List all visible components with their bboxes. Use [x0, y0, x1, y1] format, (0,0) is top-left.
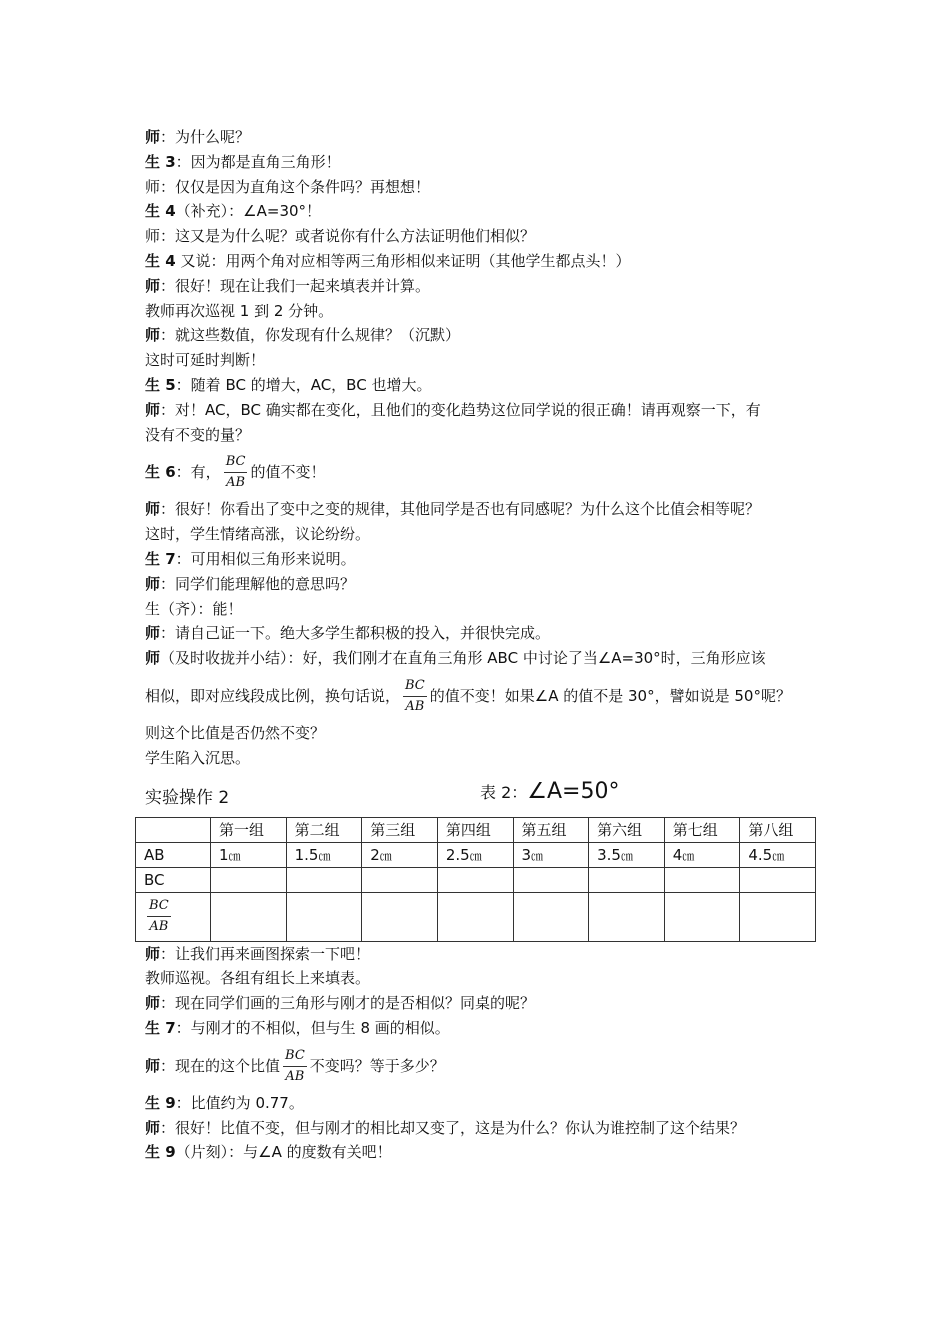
line-text: ：随着 BC 的增大，AC，BC 也增大。 [175, 375, 432, 394]
fraction-bc-ab [283, 1048, 307, 1085]
dialogue-line [145, 621, 820, 646]
speaker: 师 [145, 624, 161, 643]
unit-cm: ㎝ [531, 848, 544, 863]
dialogue-section-mid [145, 497, 820, 671]
fraction-denominator: AB [226, 475, 246, 491]
table-header-cell: 第五组 [513, 817, 589, 842]
table-cell-bc-empty [286, 867, 362, 892]
ab-value: 4.5 [748, 845, 773, 864]
table-cell-bc-empty [664, 867, 740, 892]
unit-cm: ㎝ [772, 848, 785, 863]
fraction-numerator: BC [225, 454, 246, 470]
ab-value: 2 [370, 845, 380, 864]
table-cell-ab [664, 842, 740, 867]
ab-value: 1 [219, 845, 229, 864]
dialogue-section-mid2 [145, 721, 820, 771]
table-cell-ratio-empty [437, 892, 513, 941]
dialogue-section-top [145, 125, 820, 447]
speaker: 生 5 [145, 375, 176, 394]
dialogue-section-end [145, 1091, 820, 1165]
line-text: ：很好！比值不变，但与刚才的相比却又变了，这是为什么？你认为谁控制了这个结果？ [160, 1118, 746, 1137]
table-header-cell: 第三组 [362, 817, 438, 842]
line-text: ：让我们再来画图探索一下吧！ [160, 944, 371, 963]
dialogue-line [145, 323, 820, 348]
fraction-denominator: AB [149, 919, 169, 935]
line-text: 学生陷入沉思。 [145, 748, 251, 767]
fraction-denominator: AB [405, 698, 425, 714]
table-cell-ab [362, 842, 438, 867]
teacher-question-line [145, 1041, 820, 1091]
dialogue-line [145, 199, 820, 224]
table-cell-ab [589, 842, 665, 867]
dialogue-line [145, 373, 820, 398]
experiment-title: 实验操作 2 [145, 787, 230, 808]
line-text: ：可用相似三角形来说明。 [175, 549, 356, 568]
fraction-bc-ab [147, 898, 171, 935]
line-text: 没有不变的量？ [145, 425, 251, 444]
dialogue-line [145, 646, 820, 671]
unit-cm: ㎝ [379, 848, 392, 863]
row-label-ratio [136, 892, 211, 941]
table-cell-bc-empty [437, 867, 513, 892]
table-cell-bc-empty [211, 867, 287, 892]
dialogue-section-bottom [145, 942, 820, 1041]
dialogue-line [145, 224, 820, 249]
dialogue-line [145, 966, 820, 991]
ab-value: 2.5 [445, 845, 470, 864]
line-text: ：请自己证一下。绝大多学生都积极的投入，并很快完成。 [160, 624, 551, 643]
line-text: 又说：用两个角对应相等两三角形相似来证明（其他学生都点头！） [175, 251, 631, 270]
table-header-cell: 第一组 [211, 817, 287, 842]
line-text: （补充）：∠A=30°！ [175, 202, 322, 221]
dialogue-line [145, 572, 820, 597]
table-cell-bc-empty [362, 867, 438, 892]
line-text: 教师再次巡视 1 到 2 分钟。 [145, 301, 334, 320]
table-cell-ab [286, 842, 362, 867]
unit-cm: ㎝ [228, 848, 241, 863]
speaker: 师 [145, 326, 161, 345]
line-text: （片刻）：与∠A 的度数有关吧！ [175, 1143, 392, 1162]
table-cell-ab [211, 842, 287, 867]
line-text: ：现在同学们画的三角形与刚才的是否相似？同桌的呢？ [160, 994, 536, 1013]
dialogue-line [145, 721, 820, 746]
table-header-cell: 第八组 [740, 817, 816, 842]
speaker: 生 3 [145, 152, 176, 171]
table-caption: 表 2：∠A=50° [480, 778, 620, 804]
table-cell-ratio-empty [664, 892, 740, 941]
dialogue-line [145, 175, 820, 200]
fraction-bc-ab [224, 454, 248, 491]
fraction-bc-ab [403, 678, 427, 715]
text: 的值不变！ [250, 463, 326, 482]
unit-cm: ㎝ [318, 848, 331, 863]
speaker: 生 4 [145, 202, 176, 221]
text: ：现在的这个比值 [160, 1056, 281, 1075]
table-cell-ratio-empty [740, 892, 816, 941]
ab-value: 3.5 [597, 845, 621, 864]
dialogue-line [145, 249, 820, 274]
dialogue-line [145, 497, 820, 522]
dialogue-line [145, 150, 820, 175]
table-cell-ratio-empty [286, 892, 362, 941]
dialogue-line [145, 398, 820, 423]
fraction-numerator: BC [149, 898, 169, 914]
dialogue-line [145, 522, 820, 547]
table-header-cell: 第六组 [589, 817, 665, 842]
angle-label: ∠A=50° [527, 778, 620, 804]
table-cell-ratio-empty [362, 892, 438, 941]
line-text: 师：这又是为什么呢？或者说你有什么方法证明他们相似？ [145, 227, 536, 246]
row-label-bc: BC [136, 867, 211, 892]
text: ：有， [175, 463, 221, 482]
unit-cm: ㎝ [620, 848, 633, 863]
dialogue-line [145, 1116, 820, 1141]
line-text: （及时收拢并小结）：好，我们刚才在直角三角形 ABC 中讨论了当∠A=30°时，三角形应该 [160, 649, 766, 668]
ab-value: 3 [521, 845, 532, 864]
line-text: 这时，学生情绪高涨，议论纷纷。 [145, 525, 371, 544]
unit-cm: ㎝ [469, 848, 482, 863]
line-text: ：与刚才的不相似，但与生 8 画的相似。 [175, 1018, 450, 1037]
speaker: 师 [145, 1118, 161, 1137]
table-cell-bc-empty [740, 867, 816, 892]
speaker: 师 [145, 400, 161, 419]
speaker: 师 [145, 574, 161, 593]
experiment-heading [145, 773, 820, 817]
speaker: 师 [145, 128, 161, 146]
text: 相似，即对应线段成比例，换句话说， [145, 686, 401, 705]
speaker: 生 9 [145, 1143, 176, 1162]
dialogue-line [145, 942, 820, 967]
speaker: 生 6 [145, 463, 176, 482]
line-text: 生（齐）：能！ [145, 599, 243, 618]
line-text: ：很好！你看出了变中之变的规律，其他同学是否也有同感呢？为什么这个比值会相等呢？ [160, 500, 761, 519]
dialogue-line [145, 991, 820, 1016]
fraction-numerator: BC [285, 1047, 305, 1063]
line-text: ：对！AC，BC 确实都在变化，且他们的变化趋势这位同学说的很正确！请再观察一下，有 [160, 400, 761, 419]
table-cell-ab [740, 842, 816, 867]
dialogue-line [145, 125, 820, 150]
dialogue-line [145, 547, 820, 572]
dialogue-line [145, 1140, 820, 1165]
speaker: 生 9 [145, 1093, 176, 1112]
line-text: ：比值约为 0.77。 [175, 1093, 304, 1112]
line-text: ：因为都是直角三角形！ [175, 152, 341, 171]
speaker: 师 [145, 276, 161, 295]
table-header-cell: 第四组 [437, 817, 513, 842]
dialogue-line [145, 1016, 820, 1041]
speaker: 生 7 [145, 549, 176, 568]
document-page [145, 125, 820, 1165]
table-header-cell [136, 817, 211, 842]
dialogue-line [145, 1091, 820, 1116]
line-text: 师：仅仅是因为直角这个条件吗？再想想！ [145, 177, 431, 196]
line-text: ：很好！现在让我们一起来填表并计算。 [160, 276, 431, 295]
line-text: 这时可延时判断！ [145, 351, 266, 370]
speaker: 师 [145, 500, 161, 519]
table-cell-ab [437, 842, 513, 867]
table-row-bc [136, 867, 816, 892]
student6-line [145, 447, 820, 497]
line-text: ：同学们能理解他的意思吗？ [160, 574, 356, 593]
table-row-ratio [136, 892, 816, 941]
dialogue-line [145, 348, 820, 373]
text: 的值不变！如果∠A 的值不是 30°，譬如说是 50°呢？ [429, 686, 791, 705]
table-cell-ab [513, 842, 589, 867]
row-label-ab: AB [136, 842, 211, 867]
table-row-ab [136, 842, 816, 867]
speaker: 师 [145, 1056, 161, 1075]
experiment-table [135, 817, 816, 942]
dialogue-line [145, 746, 820, 771]
text: 不变吗？等于多少？ [309, 1056, 445, 1075]
summary-line [145, 671, 820, 721]
table-cell-bc-empty [513, 867, 589, 892]
fraction-denominator: AB [285, 1068, 305, 1084]
table-header-cell: 第二组 [286, 817, 362, 842]
ab-value: 1.5 [294, 845, 319, 864]
line-text: 教师巡视。各组有组长上来填表。 [145, 969, 371, 988]
speaker: 师 [145, 649, 161, 668]
table-header-row [136, 817, 816, 842]
unit-cm: ㎝ [682, 848, 695, 863]
speaker: 生 4 [145, 251, 176, 270]
speaker: 师 [145, 944, 161, 963]
ab-value: 4 [672, 845, 683, 864]
table-cell-ratio-empty [211, 892, 287, 941]
line-text: ：就这些数值，你发现有什么规律？（沉默） [160, 326, 461, 345]
dialogue-line [145, 274, 820, 299]
dialogue-line [145, 423, 820, 448]
line-text: 则这个比值是否仍然不变？ [145, 723, 326, 742]
table-header-cell: 第七组 [664, 817, 740, 842]
fraction-numerator: BC [405, 677, 425, 693]
speaker: 师 [145, 994, 161, 1013]
line-text: ：为什么呢？ [160, 128, 251, 146]
dialogue-line [145, 299, 820, 324]
dialogue-line [145, 597, 820, 622]
table-cell-ratio-empty [589, 892, 665, 941]
table-cell-ratio-empty [513, 892, 589, 941]
speaker: 生 7 [145, 1018, 176, 1037]
table-cell-bc-empty [589, 867, 665, 892]
